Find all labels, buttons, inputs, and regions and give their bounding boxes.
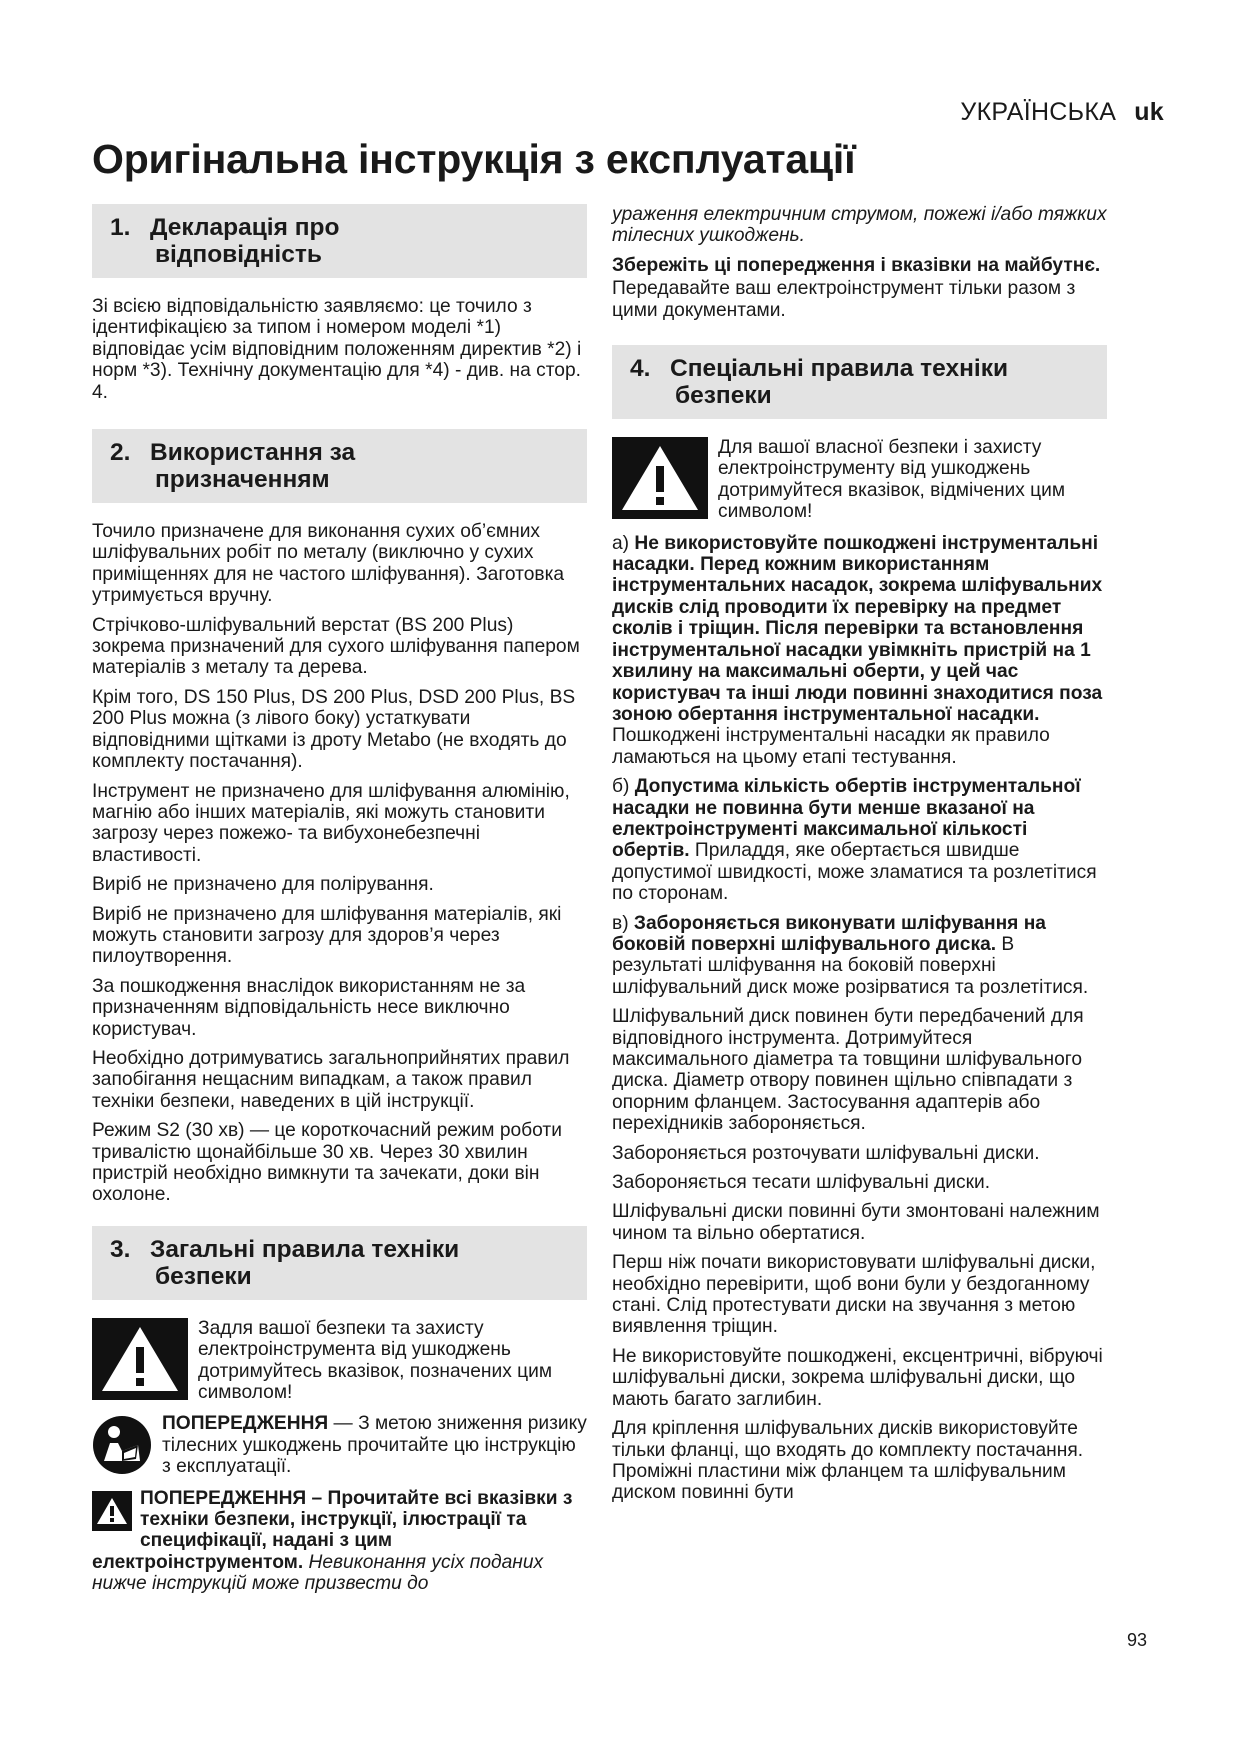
rule-b-bold: Допустима кількість обертів інструментальної насадки не повинна бути менше вказаної на електроінструменті максимальної кількості обертів.	[612, 776, 1081, 862]
warning-2-bold-text: ПОПЕРЕДЖЕННЯ – Прочитайте всі вказівки з техніки безпеки, інструкції, ілюстрації та специфікації, надані з цим електроінструментом.	[92, 1487, 573, 1573]
usage-paragraph-3: Крім того, DS 150 Plus, DS 200 Plus, DSD 200 Plus, BS 200 Plus можна (з лівого боку) устаткувати відповідними щітками із дроту Metabo (не входять до комплекту постачання).	[92, 686, 576, 773]
section-2-heading	[92, 429, 587, 503]
declaration-text: Зі всією відповідальністю заявляємо: це точило з ідентифікацією за типом і номером моделі *1) відповідає усім відповідним положенням директив *2) і норм *3). Технічну документацію для *4) - див. на стор. 4.	[92, 296, 582, 403]
left-column	[92, 204, 587, 1595]
page-number: 93	[1127, 1630, 1148, 1650]
disc-paragraph-4: Шліфувальні диски повинні бути змонтовані належним чином та вільно обертатися.	[612, 1201, 1100, 1244]
save-instructions: Збережіть ці попередження і вказівки на майбутнє.	[612, 254, 1101, 276]
warning-2-italic-text: Невиконання усіх поданих нижче інструкцій може призвести до	[92, 1551, 544, 1595]
special-safety-symbol-block	[612, 437, 1107, 523]
general-warning	[92, 1488, 587, 1595]
usage-paragraph-4: Інструмент не призначено для шліфування алюмінію, магнію або інших матеріалів, які можуть становити загрозу через пожежо- та вибухонебезпечні властивості.	[92, 780, 570, 866]
section-3-title-line1: Загальні правила техніки	[150, 1235, 460, 1263]
section-3-number: 3.	[110, 1235, 131, 1263]
rule-a-bold: Не використовуйте пошкоджені інструментальні насадки. Перед кожним використанням інструментальних насадок, зокрема шліфувальних дисків слід проводити їх перевірку на предмет сколів і тріщин. Після перевірки та встановлення інструментальної насадки увімкніть пристрій на 1 хвилину на максимальні оберти, у цей час користувач та інші люди повинні знаходитися поза зоною обертання інструментальної насадки.	[612, 532, 1103, 725]
page-title: Оригінальна інструкція з експлуатації	[92, 136, 856, 182]
right-column	[612, 204, 1107, 1512]
read-manual-warning	[92, 1413, 587, 1477]
rule-c	[612, 913, 1107, 999]
rule-c-text: В результаті шліфування на боковій поверхні шліфувальний диск може розірватися та розлетітися.	[612, 933, 1089, 998]
section-4-heading	[612, 345, 1107, 419]
rule-b	[612, 776, 1107, 904]
warning-triangle-icon	[92, 1318, 188, 1400]
section-4-number: 4.	[630, 355, 651, 383]
page-language	[960, 98, 1164, 127]
usage-paragraph-6: Виріб не призначено для шліфування матеріалів, які можуть становити загрозу для здоров’я через пилоутворення.	[92, 903, 562, 968]
language-label: УКРАЇНСЬКА	[960, 98, 1117, 126]
section-3-heading	[92, 1226, 587, 1300]
section-2-title-line2: призначенням	[155, 466, 330, 494]
warning-triangle-icon-2	[612, 437, 708, 519]
section-2-number: 2.	[110, 439, 131, 467]
rule-a	[612, 533, 1107, 768]
warning-1-label: ПОПЕРЕДЖЕННЯ	[162, 1413, 329, 1435]
section-4-title-line2: безпеки	[675, 382, 772, 410]
disc-paragraph-5: Перш ніж почати використовувати шліфувальні диски, необхідно перевірити, щоб вони були у бездоганному стані. Слід протестувати диски на звучання з метою виявлення тріщин.	[612, 1252, 1096, 1338]
rule-b-text: Приладдя, яке обертається швидше допустимої швидкості, може зламатися та розлетітися по сторонам.	[612, 840, 1097, 905]
section-1-number: 1.	[110, 214, 131, 241]
warning-1-text: — З метою зниження ризику тілесних ушкоджень прочитайте цю інструкцію з експлуатації.	[162, 1413, 587, 1478]
pass-on-note: Передавайте ваш електроінструмент тільки разом з цими документами.	[612, 278, 1076, 321]
usage-paragraph-7: За пошкодження внаслідок використанням не за призначенням відповідальність несе виключно користувач.	[92, 975, 526, 1040]
rule-a-prefix: а)	[612, 532, 635, 554]
usage-paragraph-5: Виріб не призначено для полірування.	[92, 874, 434, 896]
usage-paragraph-8: Необхідно дотримуватись загальноприйнятих правил запобігання нещасним випадкам, а також правил техніки безпеки, наведених в цій інструкції.	[92, 1047, 570, 1112]
usage-paragraph-2: Стрічково-шліфувальний верстат (BS 200 Plus) зокрема призначений для сухого шліфування папером матеріалів з металу та дерева.	[92, 614, 580, 679]
rule-c-prefix: в)	[612, 912, 634, 934]
usage-paragraph-9: Режим S2 (30 хв) — це короткочасний режим роботи тривалістю щонайбільше 30 хв. Через 30 хвилин пристрій необхідно вимкнути та зачекати, доки він охолоне.	[92, 1120, 562, 1206]
rule-b-prefix: б)	[612, 776, 635, 798]
usage-paragraph-1: Точило призначене для виконання сухих об’ємних шліфувальних робіт по металу (виключно у сухих приміщеннях для не частого шліфування). Заготовка утримується вручну.	[92, 521, 565, 607]
safety-symbol-block	[92, 1318, 587, 1404]
rule-c-bold: Забороняється виконувати шліфування на боковій поверхні шліфувального диска.	[612, 912, 1046, 955]
disc-paragraph-7: Для кріплення шліфувальних дисків використовуйте тільки фланці, що входять до комплекту постачання. Проміжні пластини між фланцем та шліфувальним диском повинні бути	[612, 1418, 1084, 1504]
section-1-heading	[92, 204, 587, 278]
special-safety-symbol-text: Для вашої власної безпеки і захисту електроінструменту від ушкоджень дотримуйтеся вказівок, відмічених цим символом!	[718, 437, 1066, 523]
small-warning-triangle-icon	[92, 1491, 132, 1531]
read-manual-warning-text	[162, 1413, 587, 1477]
section-3-title-line2: безпеки	[155, 1262, 252, 1290]
section-2-title-line1: Використання за	[150, 439, 356, 467]
language-code: uk	[1134, 98, 1164, 126]
section-4-title-line1: Спеціальні правила техніки	[670, 355, 1009, 383]
disc-paragraph-2: Забороняється розточувати шліфувальні диски.	[612, 1142, 1040, 1164]
read-manual-icon	[92, 1415, 152, 1475]
section-1-title-line2: відповідність	[155, 241, 322, 268]
disc-paragraph-6: Не використовуйте пошкоджені, ексцентричні, вібруючі шліфувальні диски, зокрема шліфувальні диски, що мають багато заглибин.	[612, 1345, 1103, 1410]
warning-continuation: ураження електричним струмом, пожежі і/або тяжких тілесних ушкоджень.	[612, 204, 1107, 247]
disc-paragraph-1: Шліфувальний диск повинен бути передбачений для відповідного інструмента. Дотримуйтеся максимального діаметра та товщини шліфувального диска. Діаметр отвору повинен щільно співпадати з опорним фланцем. Застосування адаптерів або перехідників забороняється.	[612, 1006, 1084, 1135]
rule-a-text: Пошкоджені інструментальні насадки як правило ламаються на цьому етапі тестування.	[612, 725, 1050, 768]
disc-paragraph-3: Забороняється тесати шліфувальні диски.	[612, 1172, 991, 1194]
section-1-title-line1: Декларація про	[150, 214, 340, 241]
safety-symbol-text: Задля вашої безпеки та захисту електроінструмента від ушкоджень дотримуйтесь вказівок, позначених цим символом!	[198, 1317, 553, 1404]
